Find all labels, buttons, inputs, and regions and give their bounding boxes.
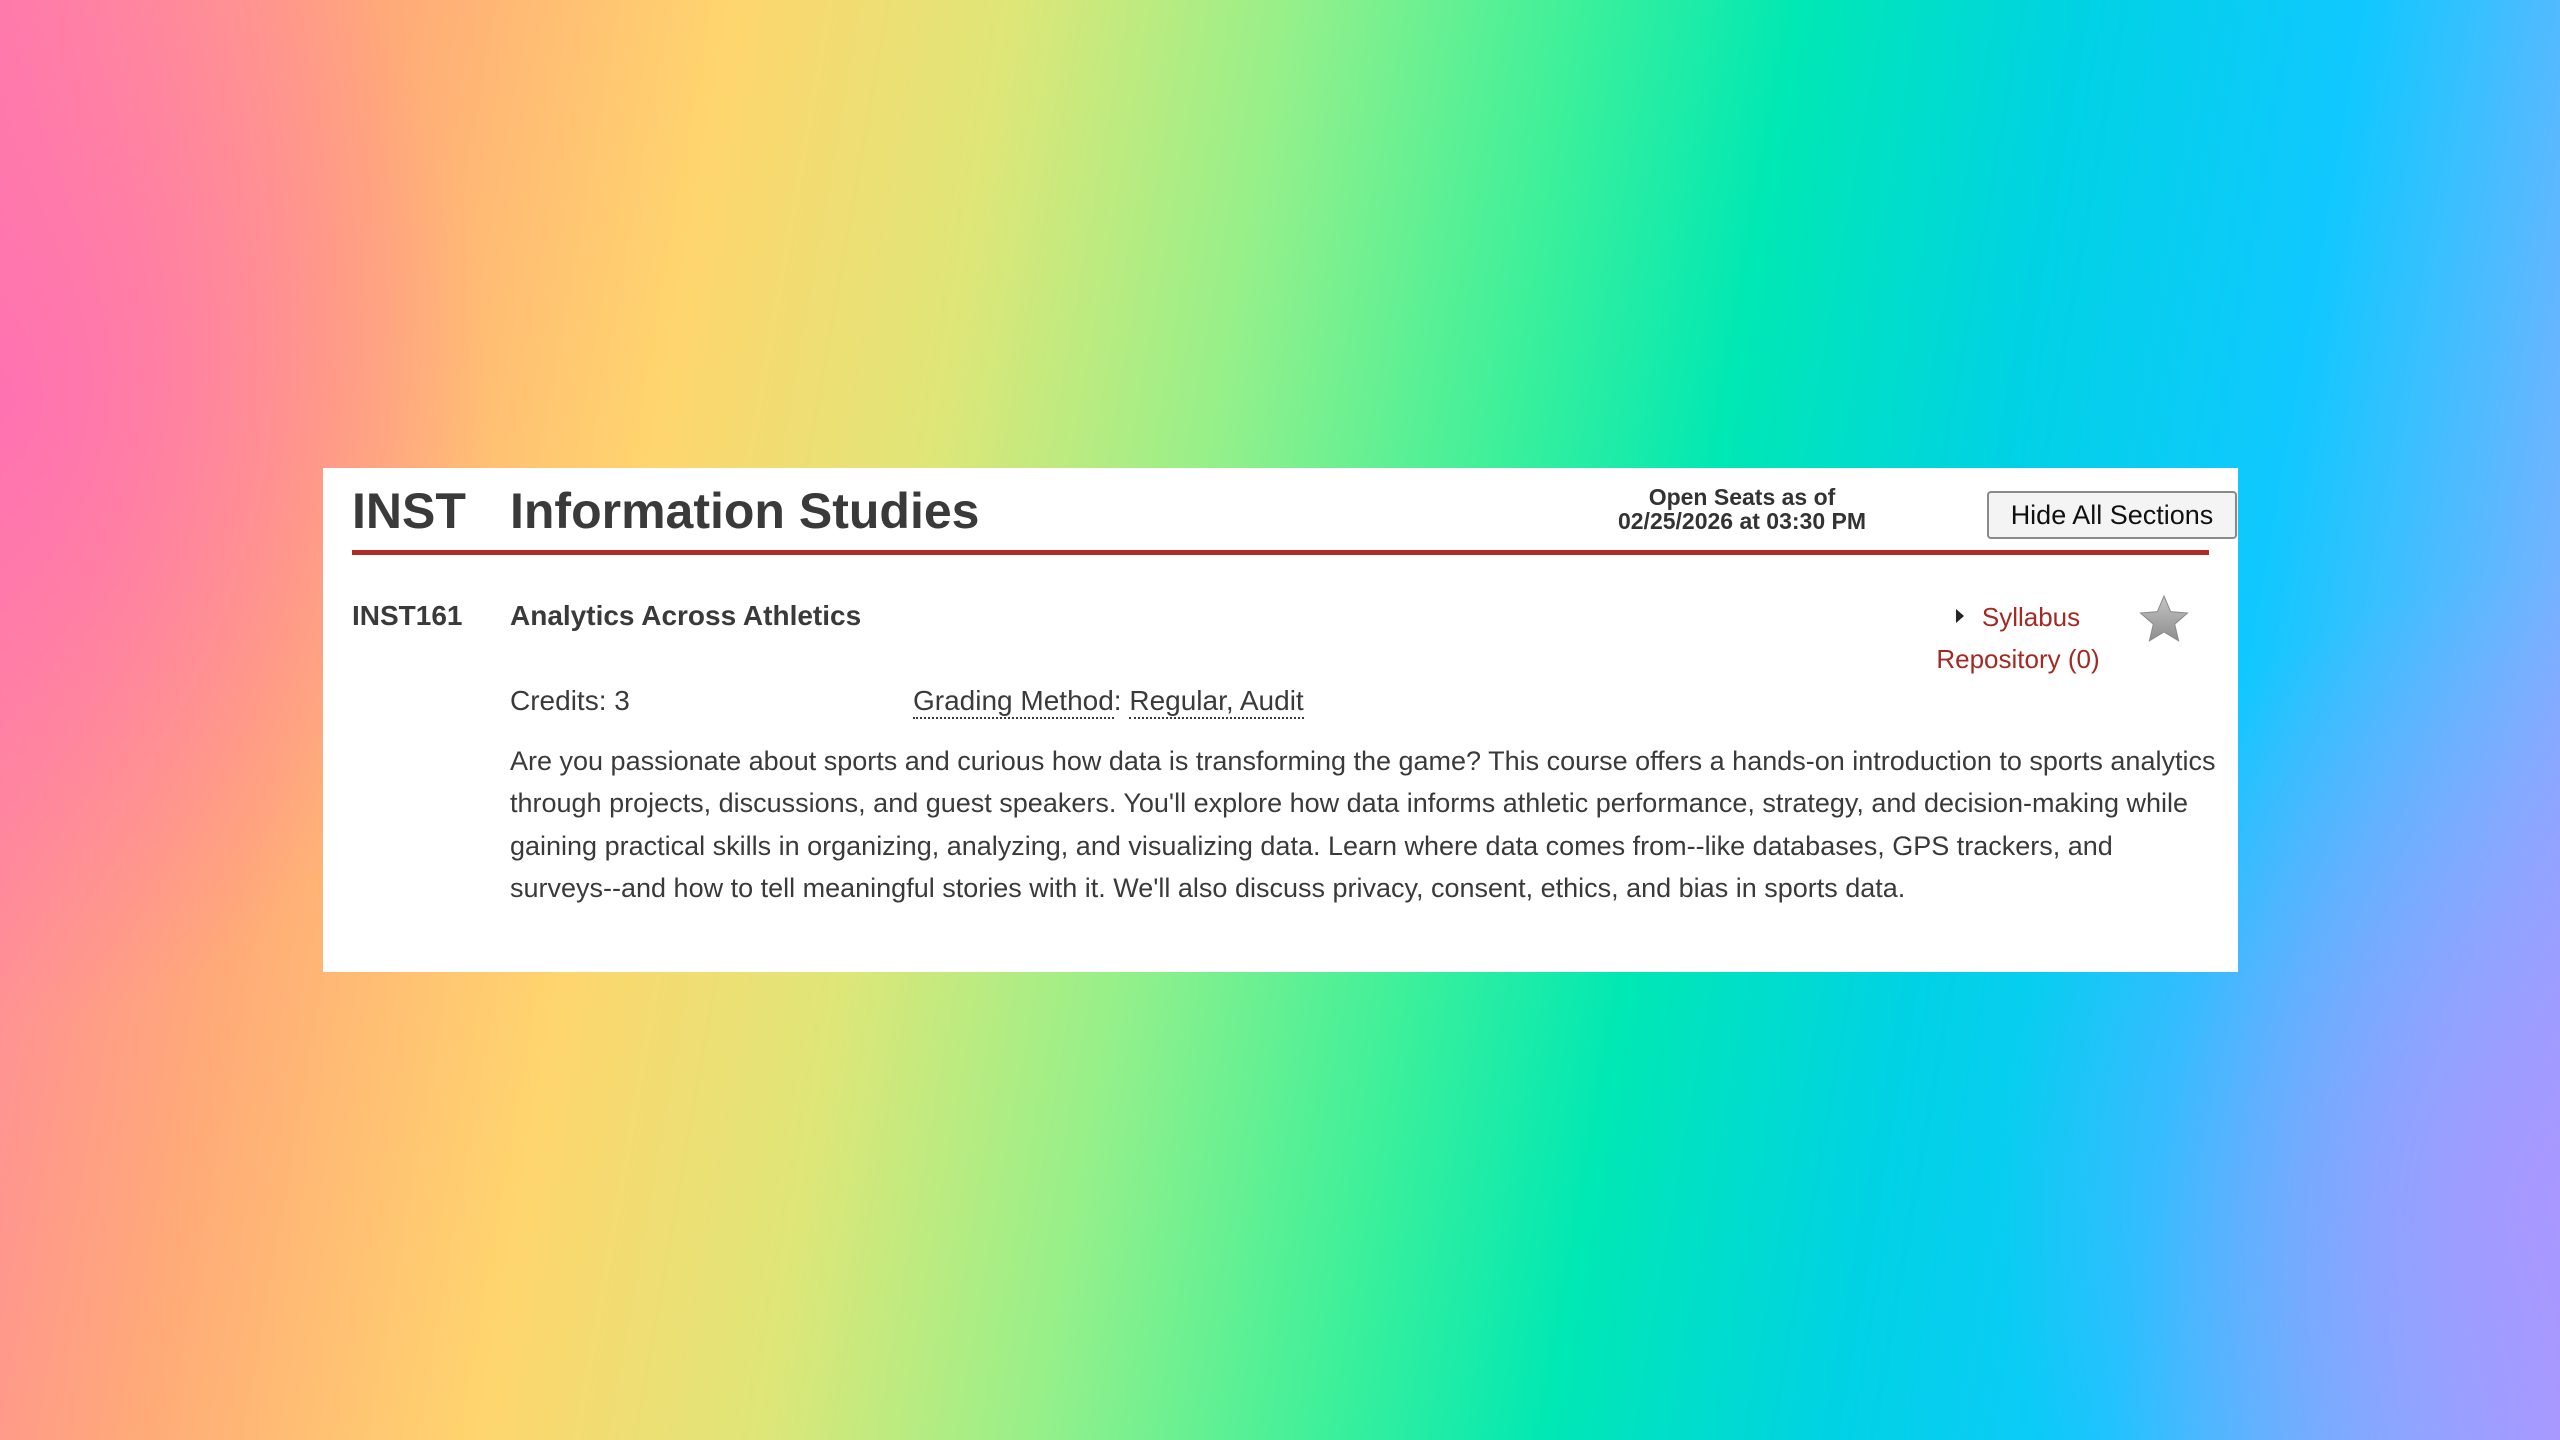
course-panel [323,468,2238,972]
syllabus-link-line1 [1918,596,2118,638]
course-meta-row [510,685,1304,717]
syllabus-link-label: Syllabus [1981,602,2081,632]
credits-value: Credits: 3 [510,685,630,716]
syllabus-link-count: Repository (0) [1936,644,2100,674]
course-title: Analytics Across Athletics [510,600,862,631]
grading-method-separator: : [1113,685,1130,716]
syllabus-repository-link[interactable] [1918,596,2118,680]
department-code: INST [352,483,466,539]
open-seats-date: 02/25/2026 at 03:30 PM [1617,508,1867,534]
grading-method [913,685,1304,717]
course-description: Are you passionate about sports and curious how data is transforming the game? This course offers a hands-on introduction to sports analytics through projects, discussions, and guest speakers. You'll explore how data informs athletic performance, strategy, and decision-making while gaining practical skills in organizing, analyzing, and visualizing data. Learn where data comes from--like databases, GPS trackers, and surveys--and how to tell meaningful stories with it. We'll also discuss privacy, consent, ethics, and bias in sports data. [510,746,2216,904]
open-seats-timestamp [1602,485,1882,533]
hide-all-sections-button[interactable]: Hide All Sections [1987,491,2237,539]
department-title: Information Studies [510,483,980,539]
course-id: INST161 [352,600,463,631]
department-header [352,468,2214,555]
star-icon[interactable] [2136,592,2192,648]
grading-method-label[interactable]: Grading Method [913,685,1114,719]
grading-method-value[interactable]: Regular, Audit [1129,685,1303,719]
open-seats-label: Open Seats as of [1648,484,1836,510]
triangle-right-icon [1956,609,1964,623]
